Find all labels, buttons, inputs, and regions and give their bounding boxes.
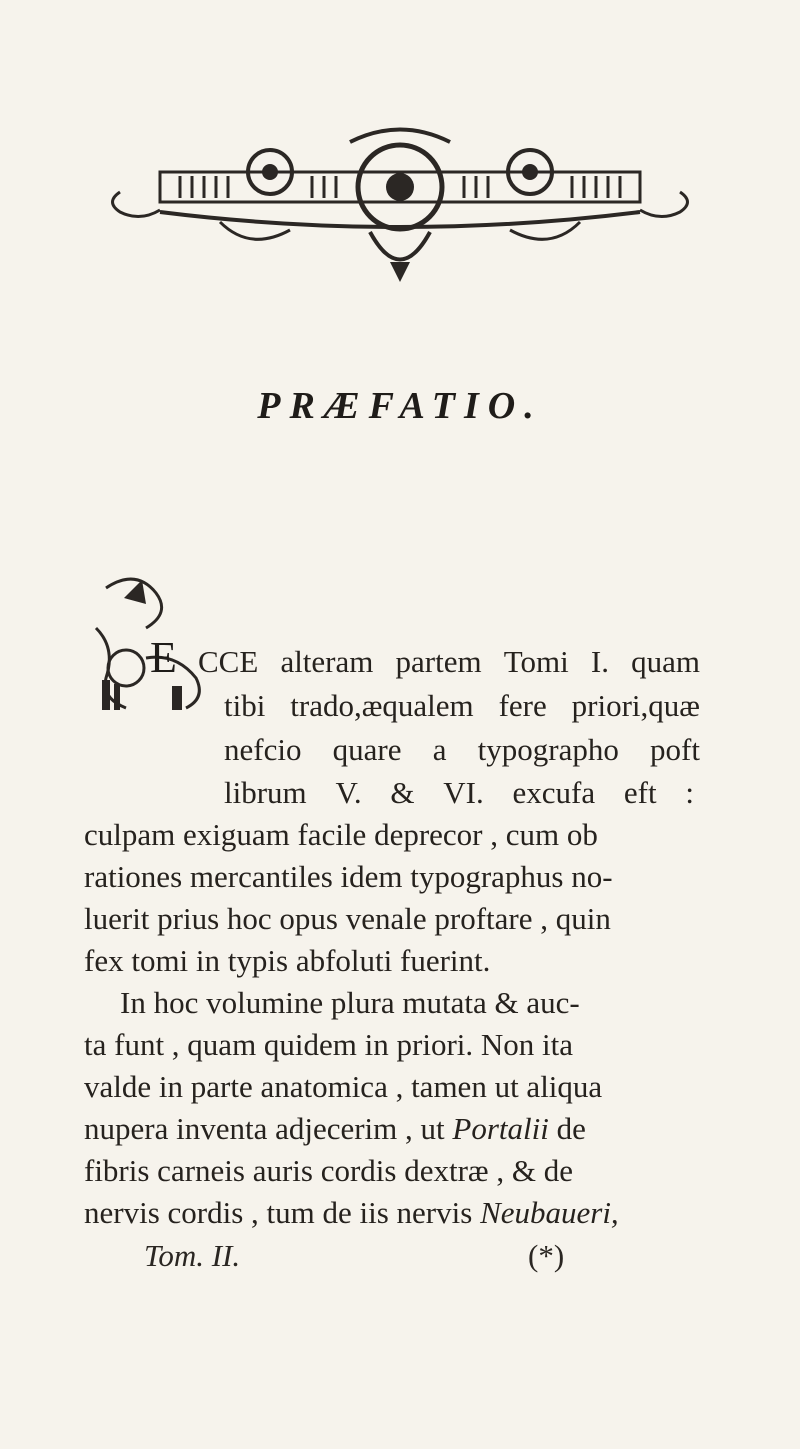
name-portalii: Portalii (452, 1111, 549, 1146)
text-segment: nervis cordis , tum de iis nervis (84, 1195, 473, 1230)
text-line: rationes mercantiles idem typographus no- (84, 859, 613, 894)
text-line: culpam exiguam facile deprecor , cum ob (84, 817, 598, 852)
text-segment: de (556, 1111, 586, 1146)
text-line: librum V. & VI. excufa eft : (224, 775, 694, 810)
text-line: CCE alteram partem Tomi I. quam (198, 644, 700, 679)
drop-initial: E (150, 633, 177, 682)
page-title: PRÆFATIO. (257, 385, 543, 427)
text-segment: nupera inventa adjecerim , ut (84, 1111, 445, 1146)
text-line (84, 1109, 700, 1149)
catchword: (*) (528, 1238, 565, 1273)
name-neubaueri: Neubaueri, (480, 1195, 619, 1230)
signature-mark: Tom. II. (144, 1238, 241, 1273)
text-line: fibris carneis auris cordis dextræ , & de (84, 1153, 573, 1188)
ornamental-headpiece (100, 112, 700, 292)
text-line (84, 1193, 700, 1233)
text-line: valde in parte anatomica , tamen ut aliqua (84, 1069, 603, 1104)
page-footer (144, 1236, 684, 1276)
text-line: luerit prius hoc opus venale proftare , quin (84, 901, 611, 936)
text-line: fex tomi in typis abfoluti fuerint. (84, 943, 491, 978)
text-line: In hoc volumine plura mutata & auc- (120, 985, 580, 1020)
text-line: nefcio quare a typographo poft (224, 732, 700, 767)
text-line: tibi trado,æqualem fere priori,quæ (224, 688, 700, 723)
text-line: ta funt , quam quidem in priori. Non ita (84, 1027, 574, 1062)
